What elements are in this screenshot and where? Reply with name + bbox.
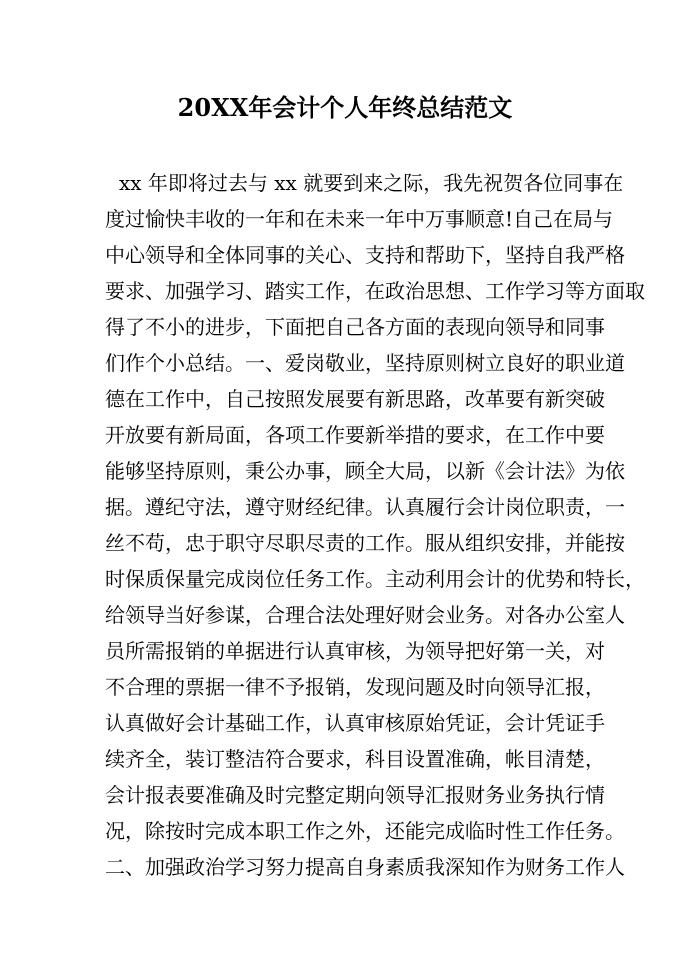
document-body [105,165,645,885]
body-line: 开放要有新局面，各项工作要新举措的要求，在工作中要 [105,423,605,447]
body-line: 时保质保量完成岗位任务工作。主动利用会计的优势和特长， [105,567,645,591]
body-line: 能够坚持原则，秉公办事，顾全大局，以新《会计法》为依 [105,459,625,483]
body-line: 据。遵纪守法，遵守财经纪律。认真履行会计岗位职责，一 [105,495,625,519]
body-line: 会计报表要准确及时完整定期向领导汇报财务业务执行情 [105,783,605,807]
document-title: 20XX年会计个人年终总结范文 [177,93,513,122]
body-line: 况，除按时完成本职工作之外，还能完成临时性工作任务。 [105,819,625,843]
body-line: xx 年即将过去与 xx 就要到来之际，我先祝贺各位同事在 [119,171,624,195]
body-line: 给领导当好参谋，合理合法处理好财会业务。对各办公室人 [105,603,625,627]
body-line: 中心领导和全体同事的关心、支持和帮助下，坚持自我严格 [105,243,625,267]
body-line: 度过愉快丰收的一年和在未来一年中万事顺意!自己在局与 [105,207,614,231]
body-line: 丝不苟，忠于职守尽职尽责的工作。服从组织安排，并能按 [105,531,625,555]
body-line: 们作个小总结。一、爱岗敬业，坚持原则树立良好的职业道 [105,351,625,375]
body-line: 不合理的票据一律不予报销，发现问题及时向领导汇报， [105,675,605,699]
body-line: 得了不小的进步，下面把自己各方面的表现向领导和同事 [105,315,605,339]
body-line: 员所需报销的单据进行认真审核，为领导把好第一关，对 [105,639,605,663]
body-line: 续齐全，装订整洁符合要求，科目设置准确，帐目清楚， [105,747,605,771]
body-line: 德在工作中，自己按照发展要有新思路，改革要有新突破 [105,387,605,411]
body-line: 认真做好会计基础工作，认真审核原始凭证，会计凭证手 [105,711,605,735]
body-line: 二、加强政治学习努力提高自身素质我深知作为财务工作人 [105,855,625,879]
body-line: 要求、加强学习、踏实工作，在政治思想、工作学习等方面取 [105,279,645,303]
